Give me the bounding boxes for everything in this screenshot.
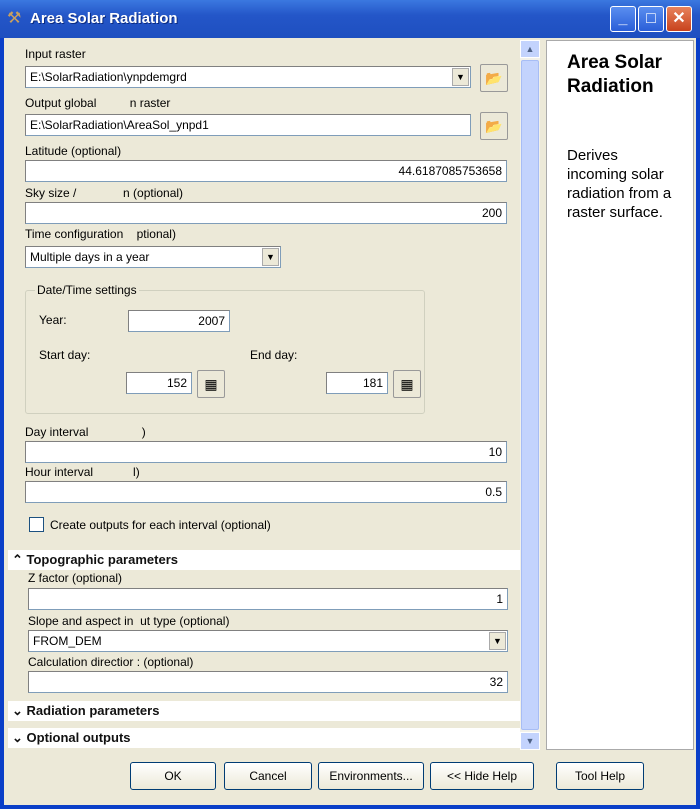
- browse-output-button[interactable]: [480, 112, 508, 140]
- hammer-icon: ⚒: [7, 10, 22, 27]
- calendar-icon: ▦: [204, 376, 218, 392]
- end-day-label: End day:: [250, 348, 298, 362]
- maximize-button[interactable]: □: [638, 6, 664, 32]
- expand-icon: ⌄: [12, 703, 27, 718]
- help-pane: [546, 40, 694, 750]
- open-folder-icon: 📂: [485, 118, 503, 134]
- sky-size-input[interactable]: 200: [25, 202, 507, 224]
- help-title: Area Solar Radiation: [567, 52, 663, 97]
- chevron-down-icon[interactable]: ▼: [452, 68, 469, 86]
- calc-directions-label: Calculation directior : (optional): [28, 655, 194, 669]
- chevron-down-icon[interactable]: ▼: [262, 248, 279, 266]
- radiation-section-header[interactable]: [8, 701, 520, 721]
- help-body: Derives incoming solar radiation from a raster surface.: [567, 147, 672, 221]
- scrollbar-thumb[interactable]: [521, 60, 539, 730]
- minimize-button[interactable]: _: [610, 6, 636, 32]
- year-label: Year:: [39, 313, 67, 327]
- start-day-input[interactable]: 152: [126, 372, 192, 394]
- close-button[interactable]: ✕: [666, 6, 692, 32]
- cancel-button[interactable]: Cancel: [224, 762, 312, 790]
- day-interval-label: Day interval ): [25, 425, 146, 439]
- hour-interval-input[interactable]: 0.5: [25, 481, 507, 503]
- ok-button[interactable]: OK: [130, 762, 216, 790]
- scroll-down-icon[interactable]: ▼: [520, 732, 540, 750]
- day-interval-input[interactable]: 10: [25, 441, 507, 463]
- year-input[interactable]: 2007: [128, 310, 230, 332]
- z-factor-input[interactable]: 1: [28, 588, 508, 610]
- input-raster-label: Input raster: [25, 47, 86, 61]
- hide-help-button[interactable]: << Hide Help: [430, 762, 534, 790]
- optional-outputs-section-header[interactable]: [8, 728, 520, 748]
- window-title: Area Solar Radiation: [30, 10, 178, 27]
- topographic-section-header[interactable]: [8, 550, 520, 570]
- environments-button[interactable]: Environments...: [318, 762, 424, 790]
- title-bar[interactable]: [0, 0, 700, 38]
- time-config-label: Time configuration ptional): [25, 227, 176, 241]
- calendar-icon: ▦: [400, 376, 414, 392]
- sky-size-label: Sky size / n (optional): [25, 186, 184, 200]
- tool-help-button[interactable]: Tool Help: [556, 762, 644, 790]
- collapse-icon: ⌃: [12, 552, 27, 567]
- start-day-calendar-button[interactable]: [197, 370, 225, 398]
- parameters-pane: [8, 40, 520, 750]
- radiation-section-label: Radiation parameters: [26, 703, 160, 718]
- create-outputs-label[interactable]: Create outputs for each interval (optional): [50, 518, 271, 532]
- hour-interval-label: Hour interval l): [25, 465, 140, 479]
- slope-aspect-select[interactable]: [28, 630, 508, 652]
- topographic-section-label: Topographic parameters: [26, 552, 178, 567]
- datetime-legend: Date/Time settings: [37, 283, 137, 297]
- vertical-scrollbar[interactable]: [520, 40, 540, 750]
- input-raster-value: E:\SolarRadiation\ynpdemgrd: [30, 70, 187, 84]
- output-raster-input[interactable]: E:\SolarRadiation\AreaSol_ynpd1: [25, 114, 471, 136]
- create-outputs-checkbox[interactable]: [29, 517, 44, 532]
- latitude-label: Latitude (optional): [25, 144, 122, 158]
- z-factor-label: Z factor (optional): [28, 571, 123, 585]
- end-day-calendar-button[interactable]: [393, 370, 421, 398]
- time-config-select[interactable]: [25, 246, 281, 268]
- optional-outputs-section-label: Optional outputs: [26, 730, 131, 745]
- expand-icon: ⌄: [12, 730, 27, 745]
- input-raster-combo[interactable]: [25, 66, 471, 88]
- chevron-down-icon[interactable]: ▼: [489, 632, 506, 650]
- latitude-input[interactable]: 44.6187085753658: [25, 160, 507, 182]
- start-day-label: Start day:: [39, 348, 91, 362]
- slope-aspect-value: FROM_DEM: [33, 634, 102, 648]
- browse-input-button[interactable]: [480, 64, 508, 92]
- open-folder-icon: 📂: [485, 70, 503, 86]
- time-config-value: Multiple days in a year: [30, 250, 150, 264]
- end-day-input[interactable]: 181: [326, 372, 388, 394]
- scroll-up-icon[interactable]: ▲: [520, 40, 540, 58]
- calc-directions-input[interactable]: 32: [28, 671, 508, 693]
- output-raster-label: Output global n raster: [25, 96, 171, 110]
- slope-aspect-label: Slope and aspect in ut type (optional): [28, 614, 230, 628]
